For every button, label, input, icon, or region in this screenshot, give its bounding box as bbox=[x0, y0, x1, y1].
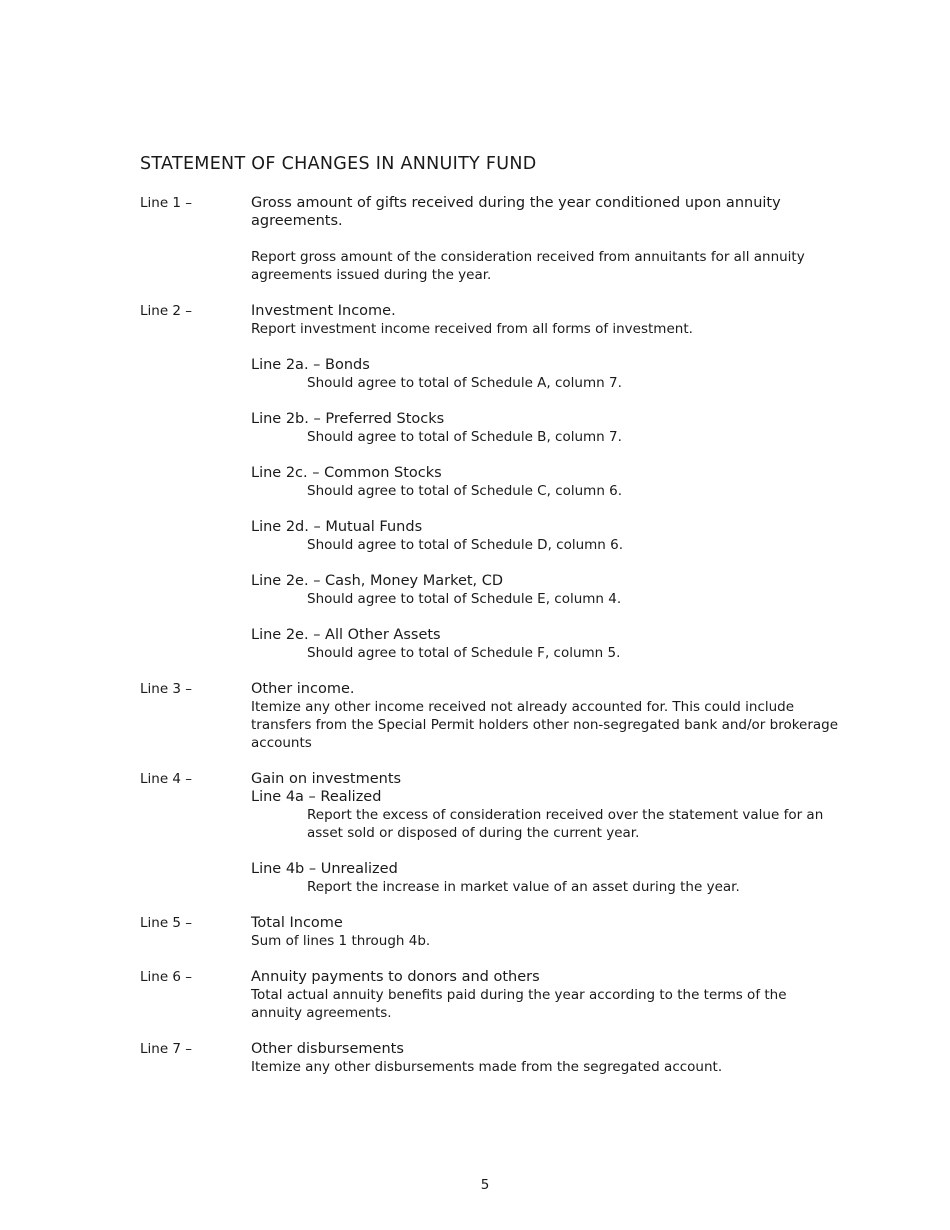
subline-heading: Line 2c. – Common Stocks bbox=[251, 465, 442, 481]
subline-2c bbox=[251, 464, 840, 500]
subline-2a bbox=[251, 356, 840, 392]
line-description: Report gross amount of the consideration received from annuitants for all annuity agreements issued during the year. bbox=[251, 249, 805, 283]
line-heading: Gross amount of gifts received during the year conditioned upon annuity agreements. bbox=[251, 195, 781, 229]
subline-4a bbox=[251, 788, 840, 842]
subline-heading: Line 2e. – Cash, Money Market, CD bbox=[251, 573, 504, 589]
subline-2b bbox=[251, 410, 840, 446]
line-description: Report investment income received from all forms of investment. bbox=[251, 321, 693, 337]
subline-description: Should agree to total of Schedule F, column 5. bbox=[307, 645, 621, 661]
line-heading: Other disbursements bbox=[251, 1041, 404, 1057]
line-label: Line 3 – bbox=[140, 681, 193, 697]
subline-description: Report the increase in market value of an asset during the year. bbox=[307, 879, 740, 895]
line-label: Line 6 – bbox=[140, 969, 193, 985]
subline-2e-other bbox=[251, 626, 840, 662]
subline-heading: Line 2d. – Mutual Funds bbox=[251, 519, 423, 535]
line-label: Line 7 – bbox=[140, 1041, 193, 1057]
line-heading: Total Income bbox=[251, 915, 343, 931]
line-heading: Annuity payments to donors and others bbox=[251, 969, 540, 985]
subline-description: Should agree to total of Schedule E, column 4. bbox=[307, 591, 622, 607]
subline-description: Should agree to total of Schedule D, column 6. bbox=[307, 537, 624, 553]
subline-heading: Line 2a. – Bonds bbox=[251, 357, 370, 373]
subline-description: Should agree to total of Schedule B, column 7. bbox=[307, 429, 622, 445]
line-5 bbox=[140, 914, 840, 950]
line-label: Line 1 – bbox=[140, 195, 193, 211]
line-4 bbox=[140, 770, 840, 896]
subline-2e-cash bbox=[251, 572, 840, 608]
subline-2d bbox=[251, 518, 840, 554]
line-heading: Other income. bbox=[251, 681, 355, 697]
line-description: Itemize any other disbursements made from the segregated account. bbox=[251, 1059, 723, 1075]
document-page bbox=[140, 154, 840, 1094]
line-description: Itemize any other income received not already accounted for. This could include transfers from the Special Permit holders other non-segregated bank and/or brokerage accounts bbox=[251, 699, 839, 751]
subline-heading: Line 2e. – All Other Assets bbox=[251, 627, 441, 643]
subline-description: Should agree to total of Schedule C, column 6. bbox=[307, 483, 623, 499]
subline-4b bbox=[251, 860, 840, 896]
line-heading: Investment Income. bbox=[251, 303, 396, 319]
subline-heading: Line 4a – Realized bbox=[251, 789, 382, 805]
line-7 bbox=[140, 1040, 840, 1076]
subline-description: Should agree to total of Schedule A, column 7. bbox=[307, 375, 622, 391]
line-description: Total actual annuity benefits paid during the year according to the terms of the annuity agreements. bbox=[251, 987, 787, 1021]
page-title: STATEMENT OF CHANGES IN ANNUITY FUND bbox=[140, 154, 537, 174]
line-3 bbox=[140, 680, 840, 752]
line-6 bbox=[140, 968, 840, 1022]
subline-description: Report the excess of consideration received over the statement value for an asset sold or disposed of during the current year. bbox=[307, 807, 824, 841]
page-number: 5 bbox=[480, 1177, 490, 1193]
subline-heading: Line 2b. – Preferred Stocks bbox=[251, 411, 445, 427]
line-label: Line 5 – bbox=[140, 915, 193, 931]
line-1 bbox=[140, 194, 840, 284]
line-2 bbox=[140, 302, 840, 662]
line-label: Line 4 – bbox=[140, 771, 193, 787]
line-description: Sum of lines 1 through 4b. bbox=[251, 933, 431, 949]
line-heading: Gain on investments bbox=[251, 771, 402, 787]
subline-heading: Line 4b – Unrealized bbox=[251, 861, 398, 877]
line-label: Line 2 – bbox=[140, 303, 193, 319]
